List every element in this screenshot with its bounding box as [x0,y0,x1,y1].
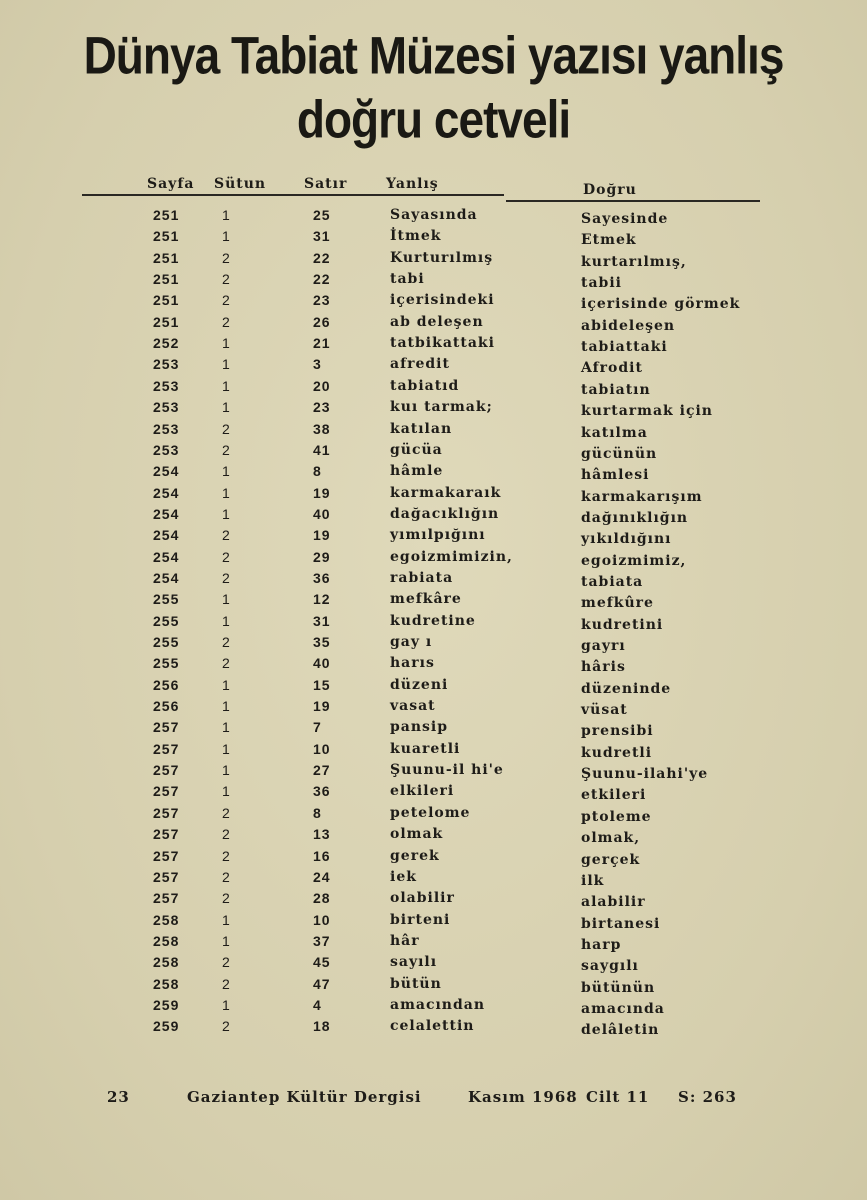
cell-line: 23 [313,292,331,309]
cell-line: 16 [313,847,331,864]
cell-wrong: iek [390,868,417,885]
cell-right: katılma [581,424,648,441]
cell-column: 1 [222,591,231,608]
cell-page: 255 [153,634,180,650]
cell-column: 2 [222,1018,231,1035]
cell-page: 258 [153,954,180,971]
cell-right: ilk [581,872,605,889]
cell-column: 1 [222,505,231,522]
cell-right: mefkûre [581,595,654,612]
table-row [0,591,867,612]
cell-right: Sayesinde [581,211,669,227]
cell-column: 1 [222,911,231,928]
cell-page: 253 [153,420,180,437]
cell-line: 12 [313,591,331,608]
cell-right: dağınıklığın [581,509,689,526]
cell-column: 2 [222,954,231,971]
cell-page: 258 [153,911,180,928]
table-row [0,378,867,399]
cell-right: amacında [581,1000,665,1017]
footer-date: Kasım 1968 [468,1088,578,1106]
cell-line: 7 [313,719,322,736]
header-rule-right [506,200,760,202]
cell-page: 255 [153,655,180,672]
cell-column: 1 [222,335,231,352]
cell-line: 40 [313,655,331,672]
cell-line: 45 [313,954,331,971]
header-page: Sayfa [147,176,195,192]
cell-page: 254 [153,463,180,480]
cell-column: 2 [222,826,231,843]
cell-column: 2 [222,868,231,885]
cell-line: 31 [313,612,331,629]
cell-column: 2 [222,249,231,266]
cell-line: 38 [313,420,331,437]
cell-page: 256 [153,698,180,715]
cell-page: 253 [153,356,180,373]
table-row [0,228,867,249]
cell-page: 257 [153,826,180,843]
cell-wrong: yımılpığını [390,527,486,544]
cell-line: 13 [313,826,331,843]
cell-wrong: kuaretli [390,740,461,757]
cell-page: 253 [153,441,180,458]
cell-page: 254 [153,484,180,501]
cell-right: olmak, [581,830,641,847]
cell-right: gücünün [581,445,658,462]
cell-line: 27 [313,762,331,779]
cell-column: 1 [222,932,231,949]
cell-page: 255 [153,612,180,629]
cell-right: gayrı [581,638,626,654]
table-row [0,698,867,719]
cell-page: 254 [153,527,180,544]
footer-journal: Gaziantep Kültür Dergisi [187,1088,422,1106]
table-row [0,271,867,292]
cell-right: tabii [581,275,622,292]
cell-page: 257 [153,719,180,736]
cell-page: 251 [153,271,180,288]
page-title: Dünya Tabiat Müzesi yazısı yanlış [83,25,784,85]
table-row [0,976,867,997]
cell-line: 29 [313,548,331,565]
cell-right: Şuunu-ilahi'ye [581,766,709,783]
cell-line: 3 [313,356,322,373]
cell-page: 254 [153,548,180,565]
cell-column: 2 [222,804,231,821]
table-row [0,613,867,634]
cell-page: 251 [153,249,180,266]
cell-line: 19 [313,527,331,544]
header-rule-left [82,194,504,196]
cell-wrong: tabi [390,271,425,288]
table-row [0,506,867,527]
cell-right: etkileri [581,787,647,804]
cell-column: 2 [222,847,231,864]
cell-wrong: pansip [390,719,449,736]
cell-right: kurtarılmış, [581,253,687,270]
cell-line: 21 [313,335,331,352]
cell-line: 26 [313,313,331,330]
cell-column: 1 [222,228,231,245]
table-row [0,741,867,762]
cell-right: kudretini [581,616,664,633]
cell-right: tabiata [581,573,644,590]
cell-wrong: bütün [390,975,442,992]
cell-wrong: tatbikattaki [390,335,495,352]
cell-wrong: hâmle [390,463,444,480]
cell-line: 37 [313,932,331,949]
table-row [0,655,867,676]
cell-column: 1 [222,762,231,779]
cell-line: 36 [313,783,331,800]
cell-page: 257 [153,804,180,821]
cell-line: 22 [313,249,331,266]
table-row [0,805,867,826]
cell-wrong: İtmek [390,228,442,245]
table-row [0,677,867,698]
cell-wrong: içerisindeki [390,292,495,309]
page-subtitle: doğru cetveli [296,89,571,149]
cell-wrong: Şuunu-il hi'e [390,762,504,779]
footer-issue: S: 263 [678,1088,737,1106]
cell-page: 259 [153,996,180,1013]
cell-line: 15 [313,676,331,693]
header-column: Sütun [214,176,267,192]
cell-page: 251 [153,228,180,245]
table-row [0,335,867,356]
cell-wrong: Sayasında [390,207,478,223]
cell-right: hâris [581,659,626,676]
cell-column: 1 [222,996,231,1013]
cell-column: 1 [222,783,231,800]
cell-right: delâletin [581,1022,660,1039]
cell-page: 257 [153,762,180,779]
cell-wrong: harıs [390,655,435,672]
cell-column: 2 [222,634,231,650]
cell-column: 1 [222,719,231,736]
cell-wrong: egoizmimizin, [390,548,513,565]
cell-right: saygılı [581,958,639,975]
cell-right: abideleşen [581,317,676,334]
cell-right: hâmlesi [581,467,650,484]
cell-line: 22 [313,271,331,288]
cell-wrong: Kurturılmış [390,249,494,266]
cell-page: 257 [153,890,180,907]
table-row [0,442,867,463]
cell-right: kurtarmak için [581,403,713,420]
cell-line: 23 [313,399,331,416]
table-row [0,399,867,420]
cell-right: alabilir [581,894,646,911]
cell-right: karmakarışım [581,488,703,505]
table-row [0,207,867,228]
cell-wrong: olabilir [390,890,455,907]
cell-column: 1 [222,377,231,394]
cell-wrong: karmakaraık [390,484,502,501]
table-row [0,463,867,484]
table-row [0,869,867,890]
table-row [0,527,867,548]
cell-page: 255 [153,591,180,608]
cell-page: 253 [153,399,180,416]
cell-line: 36 [313,569,331,586]
cell-wrong: mefkâre [390,591,462,608]
table-row [0,1018,867,1039]
table-row [0,826,867,847]
cell-wrong: kudretine [390,612,476,629]
cell-right: bütünün [581,979,656,996]
cell-line: 8 [313,804,322,821]
cell-right: Afrodit [581,360,643,377]
table-row [0,356,867,377]
cell-wrong: amacından [390,996,486,1013]
cell-column: 1 [222,612,231,629]
cell-column: 2 [222,569,231,586]
cell-column: 1 [222,463,231,480]
cell-wrong: petelome [390,804,471,821]
cell-column: 2 [222,313,231,330]
cell-page: 251 [153,292,180,309]
cell-column: 1 [222,484,231,501]
cell-right: yıkıldığını [581,531,672,548]
cell-right: tabiattaki [581,339,668,356]
cell-column: 1 [222,399,231,416]
cell-page: 256 [153,676,180,693]
table-row [0,292,867,313]
cell-right: tabiatın [581,381,651,398]
cell-wrong: sayılı [390,954,438,971]
cell-line: 19 [313,484,331,501]
cell-right: gerçek [581,851,641,868]
cell-page: 252 [153,335,180,352]
table-row [0,549,867,570]
cell-right: vüsat [581,702,628,719]
table-row [0,890,867,911]
cell-line: 31 [313,228,331,245]
cell-column: 2 [222,292,231,309]
cell-wrong: olmak [390,826,444,843]
cell-line: 10 [313,740,331,757]
table-row [0,421,867,442]
cell-line: 20 [313,377,331,394]
cell-wrong: hâr [390,932,420,949]
cell-column: 2 [222,420,231,437]
cell-column: 2 [222,655,231,672]
table-row [0,250,867,271]
cell-column: 2 [222,527,231,544]
cell-right: Etmek [581,232,637,249]
cell-line: 35 [313,634,331,650]
footer-volume: Cilt 11 [586,1088,650,1106]
cell-page: 257 [153,868,180,885]
cell-wrong: gay ı [390,634,433,650]
cell-right: birtanesi [581,915,661,932]
table-row [0,314,867,335]
table-row [0,954,867,975]
cell-wrong: tabiatıd [390,377,460,394]
header-line: Satır [304,176,348,192]
header-right: Doğru [583,182,637,198]
cell-right: ptoleme [581,808,652,825]
cell-right: egoizmimiz, [581,552,687,569]
table-row [0,848,867,869]
cell-page: 257 [153,740,180,757]
cell-wrong: afredit [390,356,450,373]
cell-line: 47 [313,975,331,992]
cell-line: 8 [313,463,322,480]
cell-right: düzeninde [581,680,672,697]
table-row [0,997,867,1018]
cell-page: 251 [153,313,180,330]
cell-wrong: düzeni [390,676,449,693]
cell-column: 2 [222,271,231,288]
cell-wrong: vasat [390,698,436,715]
table-row [0,933,867,954]
table-row [0,570,867,591]
cell-line: 19 [313,698,331,715]
cell-page: 257 [153,783,180,800]
cell-wrong: gücüa [390,441,443,458]
cell-wrong: katılan [390,420,453,437]
cell-right: harp [581,936,622,953]
cell-page: 253 [153,377,180,394]
cell-wrong: dağacıklığın [390,505,500,522]
cell-column: 2 [222,441,231,458]
table-row [0,485,867,506]
cell-column: 1 [222,698,231,715]
table-row [0,783,867,804]
cell-right: kudretli [581,744,653,761]
cell-page: 251 [153,207,180,223]
cell-right: içerisinde görmek [581,296,741,313]
cell-line: 28 [313,890,331,907]
cell-wrong: elkileri [390,783,455,800]
cell-page: 254 [153,569,180,586]
cell-column: 2 [222,548,231,565]
cell-line: 41 [313,441,331,458]
cell-column: 1 [222,356,231,373]
cell-wrong: kuı tarmak; [390,399,493,416]
cell-wrong: celalettin [390,1018,475,1035]
cell-page: 254 [153,505,180,522]
cell-wrong: rabiata [390,569,454,586]
footer-page-number: 23 [107,1088,130,1106]
cell-line: 40 [313,505,331,522]
cell-page: 259 [153,1018,180,1035]
cell-line: 24 [313,868,331,885]
header-wrong: Yanlış [386,176,439,192]
cell-wrong: ab deleşen [390,313,484,330]
cell-column: 1 [222,740,231,757]
table-row [0,719,867,740]
cell-page: 258 [153,975,180,992]
table-row [0,634,867,655]
table-row [0,762,867,783]
cell-wrong: birteni [390,911,451,928]
cell-line: 25 [313,207,331,223]
cell-column: 2 [222,975,231,992]
table-row [0,912,867,933]
cell-right: prensibi [581,723,654,740]
cell-column: 1 [222,207,231,223]
cell-line: 4 [313,996,322,1013]
cell-column: 2 [222,890,231,907]
cell-page: 258 [153,932,180,949]
cell-line: 18 [313,1018,331,1035]
cell-line: 10 [313,911,331,928]
cell-page: 257 [153,847,180,864]
cell-column: 1 [222,676,231,693]
cell-wrong: gerek [390,847,440,864]
